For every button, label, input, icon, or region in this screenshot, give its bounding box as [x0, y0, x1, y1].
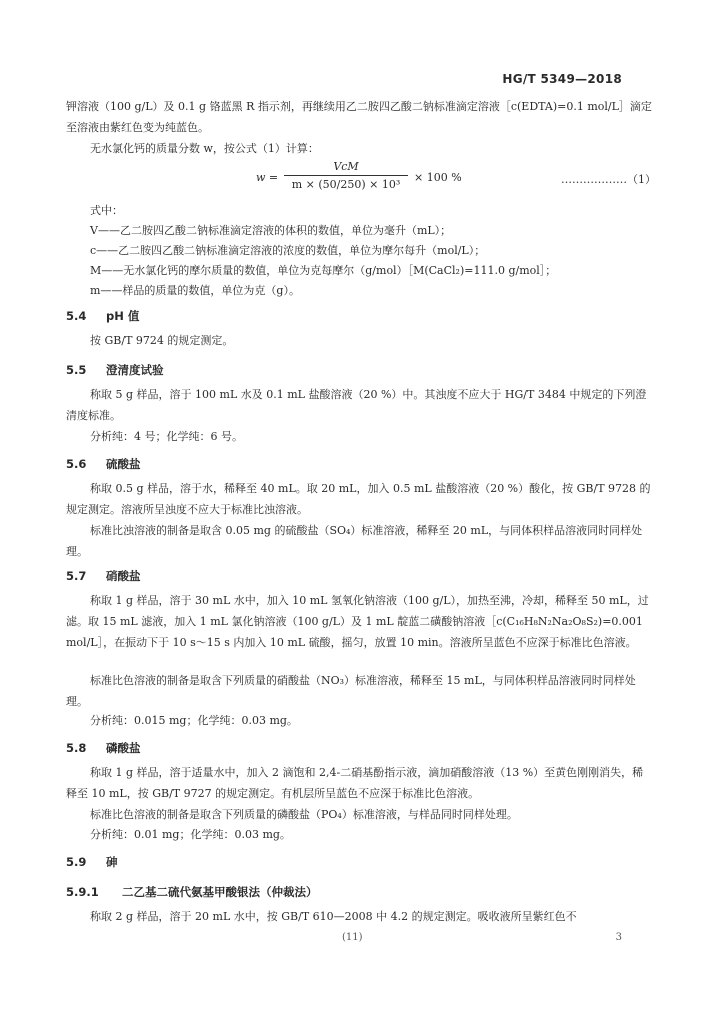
section-heading-5-9-1: 5.9.1 二乙基二硫代氨基甲酸银法（仲裁法） [66, 885, 318, 899]
section-heading-5-6: 5.6 硫酸盐 [66, 457, 141, 471]
paragraph-ph: 按 GB/T 9724 的规定测定。 [90, 334, 234, 347]
paragraph-nitrate-standard: 标准比色溶液的制备是取含下列质量的硝酸盐（NO₃）标准溶液，稀释至 15 mL，与同体积样品溶液同时同样处理。 [66, 674, 636, 708]
formula-fraction [284, 160, 408, 191]
formula-1 [256, 160, 656, 200]
paragraph-phosphate-method: 称取 1 g 样品，溶于适量水中，加入 2 滴饱和 2,4-二硝基酚指示液，滴加硝酸溶液（13 %）至黄色刚刚消失，稀释至 10 mL，按 GB/T 9727 的规定测定。有机层所呈蓝色不应深于标准比色溶液。 [66, 766, 644, 800]
paragraph-nitrate-method: 称取 1 g 样品，溶于 30 mL 水中，加入 10 mL 氢氧化钠溶液（100 g/L），加热至沸，冷却，稀释至 50 mL，过滤。取 15 mL 滤液，加入 1 mL 氯化钠溶液（100 g/L）及 1 mL 靛蓝二磺酸钠溶液［c(C₁₆H₈N₂Na₂O₈S₂)=0.001 mol/L］，在振动下于 10 s～15 s 内加入 10 mL 硫酸，摇匀，放置 10 min。溶液所呈蓝色不应深于标准比色溶液。 [66, 594, 649, 649]
definition-m-mass: m——样品的质量的数值，单位为克（g）。 [90, 284, 300, 297]
formula-rhs: × 100 % [414, 171, 462, 184]
paragraph-phosphate-grades: 分析纯：0.01 mg；化学纯：0.03 mg。 [90, 828, 291, 841]
paragraph-sulfate-method: 称取 0.5 g 样品，溶于水，稀释至 40 mL。取 20 mL，加入 0.5 mL 盐酸溶液（20 %）酸化，按 GB/T 9728 的规定测定。溶液所呈浊度不应大于标准比浊溶液。 [66, 482, 651, 516]
formula-denominator: m × (50/250) × 10³ [291, 178, 401, 191]
formula-number: ………………（1） [561, 173, 656, 186]
paragraph-arsenic-method: 称取 2 g 样品，溶于 20 mL 水中，按 GB/T 610—2008 中 4.2 的规定测定。吸收液所呈紫红色不 [90, 910, 577, 923]
definition-c: c——乙二胺四乙酸二钠标准滴定溶液的浓度的数值，单位为摩尔每升（mol/L）； [90, 244, 486, 257]
paragraph-clarity-method: 称取 5 g 样品，溶于 100 mL 水及 0.1 mL 盐酸溶液（20 %）中。其浊度不应大于 HG/T 3484 中规定的下列澄清度标准。 [66, 388, 647, 422]
paragraph-where: 式中： [90, 204, 123, 217]
formula-lhs: w = [256, 171, 279, 184]
paragraph-formula-intro: 无水氯化钙的质量分数 w，按公式（1）计算： [90, 142, 319, 155]
section-heading-5-9: 5.9 砷 [66, 855, 118, 869]
definition-v: V——乙二胺四乙酸二钠标准滴定溶液的体积的数值，单位为毫升（mL）； [90, 224, 452, 237]
section-heading-5-4: 5.4 pH 值 [66, 309, 140, 323]
footer-center-mark: (11) [342, 932, 363, 943]
paragraph-phosphate-standard: 标准比色溶液的制备是取含下列质量的磷酸盐（PO₄）标准溶液，与样品同时同样处理。 [90, 808, 518, 821]
section-heading-5-7: 5.7 硝酸盐 [66, 569, 141, 583]
formula-numerator: VcM [284, 160, 408, 176]
paragraph-nitrate-grades: 分析纯：0.015 mg；化学纯：0.03 mg。 [90, 714, 298, 727]
paragraph-clarity-grades: 分析纯：4 号；化学纯：6 号。 [90, 430, 243, 443]
document-id-header: HG/T 5349—2018 [502, 72, 622, 86]
definition-m-molar: M——无水氯化钙的摩尔质量的数值，单位为克每摩尔（g/mol）［M(CaCl₂)=111.0 g/mol］； [90, 264, 557, 277]
paragraph-sulfate-standard: 标准比浊溶液的制备是取含 0.05 mg 的硫酸盐（SO₄）标准溶液，稀释至 20 mL，与同体积样品溶液同时同样处理。 [66, 524, 643, 558]
section-heading-5-5: 5.5 澄清度试验 [66, 363, 164, 377]
section-heading-5-8: 5.8 磷酸盐 [66, 741, 141, 755]
paragraph-titration-end: 钾溶液（100 g/L）及 0.1 g 铬蓝黑 R 指示剂，再继续用乙二胺四乙酸二钠标准滴定溶液［c(EDTA)=0.1 mol/L］滴定至溶液由紫红色变为纯蓝色。 [66, 100, 652, 134]
page-number: 3 [615, 932, 622, 943]
